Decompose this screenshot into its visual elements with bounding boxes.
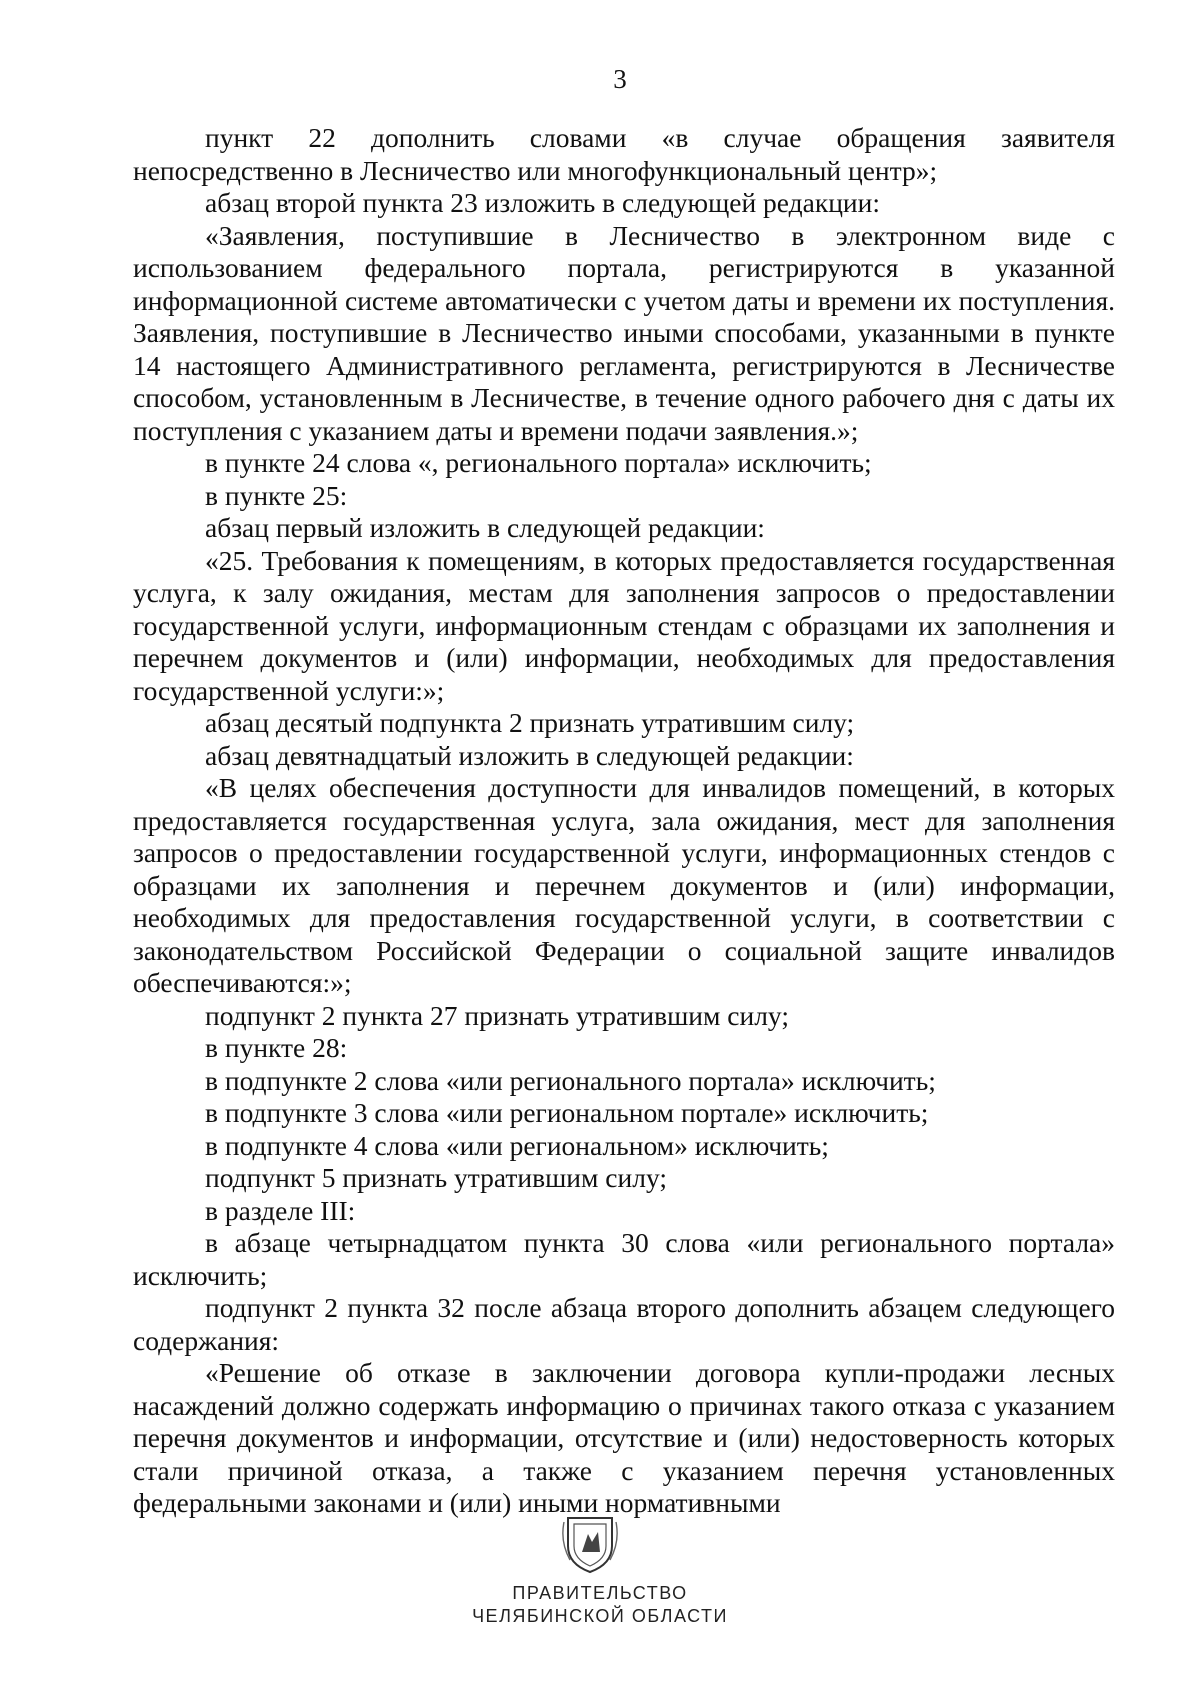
paragraph: «В целях обеспечения доступности для инвалидов помещений, в которых предоставляется государственная услуга, зала ожидания, мест для заполнения запросов о предоставлении государственной услуги, информационных стендов с образцами их заполнения и перечнем документов и (или) информации, необходимых для предоставления государственной услуги, в соответствии с законодательством Российской Федерации о социальной защите инвалидов обеспечиваются:»;: [133, 772, 1115, 998]
paragraph: абзац второй пункта 23 изложить в следующей редакции:: [205, 187, 880, 218]
stamp-line-1: ПРАВИТЕЛЬСТВО: [512, 1583, 688, 1603]
paragraph: в подпункте 4 слова «или региональном» исключить;: [205, 1129, 829, 1161]
paragraph: в подпункте 2 слова «или регионального портала» исключить;: [205, 1064, 936, 1096]
paragraph: подпункт 5 признать утратившим силу;: [205, 1162, 667, 1193]
paragraph: в разделе III:: [205, 1194, 356, 1226]
government-stamp: [0, 1582, 1200, 1628]
paragraph: в пункте 25:: [205, 479, 348, 511]
paragraph: подпункт 2 пункта 32 после абзаца второго дополнить абзацем следующего содержания:: [133, 1292, 1115, 1356]
paragraph: «25. Требования к помещениям, в которых предоставляется государственная услуга, к залу ожидания, местам для заполнения запросов о предоставлении государственной услуги, информационным стендам с образцами их заполнения и перечнем документов и (или) информации, необходимых для предоставления государственной услуги:»;: [133, 544, 1115, 706]
paragraph: в абзаце четырнадцатом пункта 30 слова «или регионального портала» исключить;: [133, 1227, 1115, 1291]
paragraph: абзац девятнадцатый изложить в следующей редакции:: [205, 739, 854, 771]
stamp-line-2: ЧЕЛЯБИНСКОЙ ОБЛАСТИ: [472, 1606, 728, 1626]
paragraph: в подпункте 3 слова «или региональном портале» исключить;: [205, 1097, 929, 1128]
paragraph: абзац первый изложить в следующей редакции:: [205, 512, 765, 543]
paragraph: в пункте 28:: [205, 1032, 348, 1063]
paragraph: абзац десятый подпункта 2 признать утратившим силу;: [205, 707, 855, 738]
paragraph: в пункте 24 слова «, регионального портала» исключить;: [205, 447, 872, 478]
coat-of-arms-seal-icon: [560, 1512, 620, 1576]
paragraph: «Решение об отказе в заключении договора купли-продажи лесных насаждений должно содержать информацию о причинах такого отказа с указанием перечня документов и информации, отсутствие и (или) недостоверность которых стали причиной отказа, а также с указанием перечня установленных федеральными законами и (или) иными нормативными: [133, 1357, 1115, 1518]
page-number: 3: [613, 64, 627, 94]
paragraph: «Заявления, поступившие в Лесничество в электронном виде с использованием федерального портала, регистрируются в указанной информационной системе автоматически с учетом даты и времени их поступления. Заявления, поступившие в Лесничество иными способами, указанными в пункте 14 настоящего Административного регламента, регистрируются в Лесничестве способом, установленным в Лесничестве, в течение одного рабочего дня с даты их поступления с указанием даты и времени подачи заявления.»;: [133, 219, 1115, 446]
paragraph: подпункт 2 пункта 27 признать утратившим силу;: [205, 999, 789, 1031]
paragraph: пункт 22 дополнить словами «в случае обращения заявителя непосредственно в Лесничество или многофункциональный центр»;: [133, 122, 1115, 186]
document-body: [133, 122, 1115, 1520]
